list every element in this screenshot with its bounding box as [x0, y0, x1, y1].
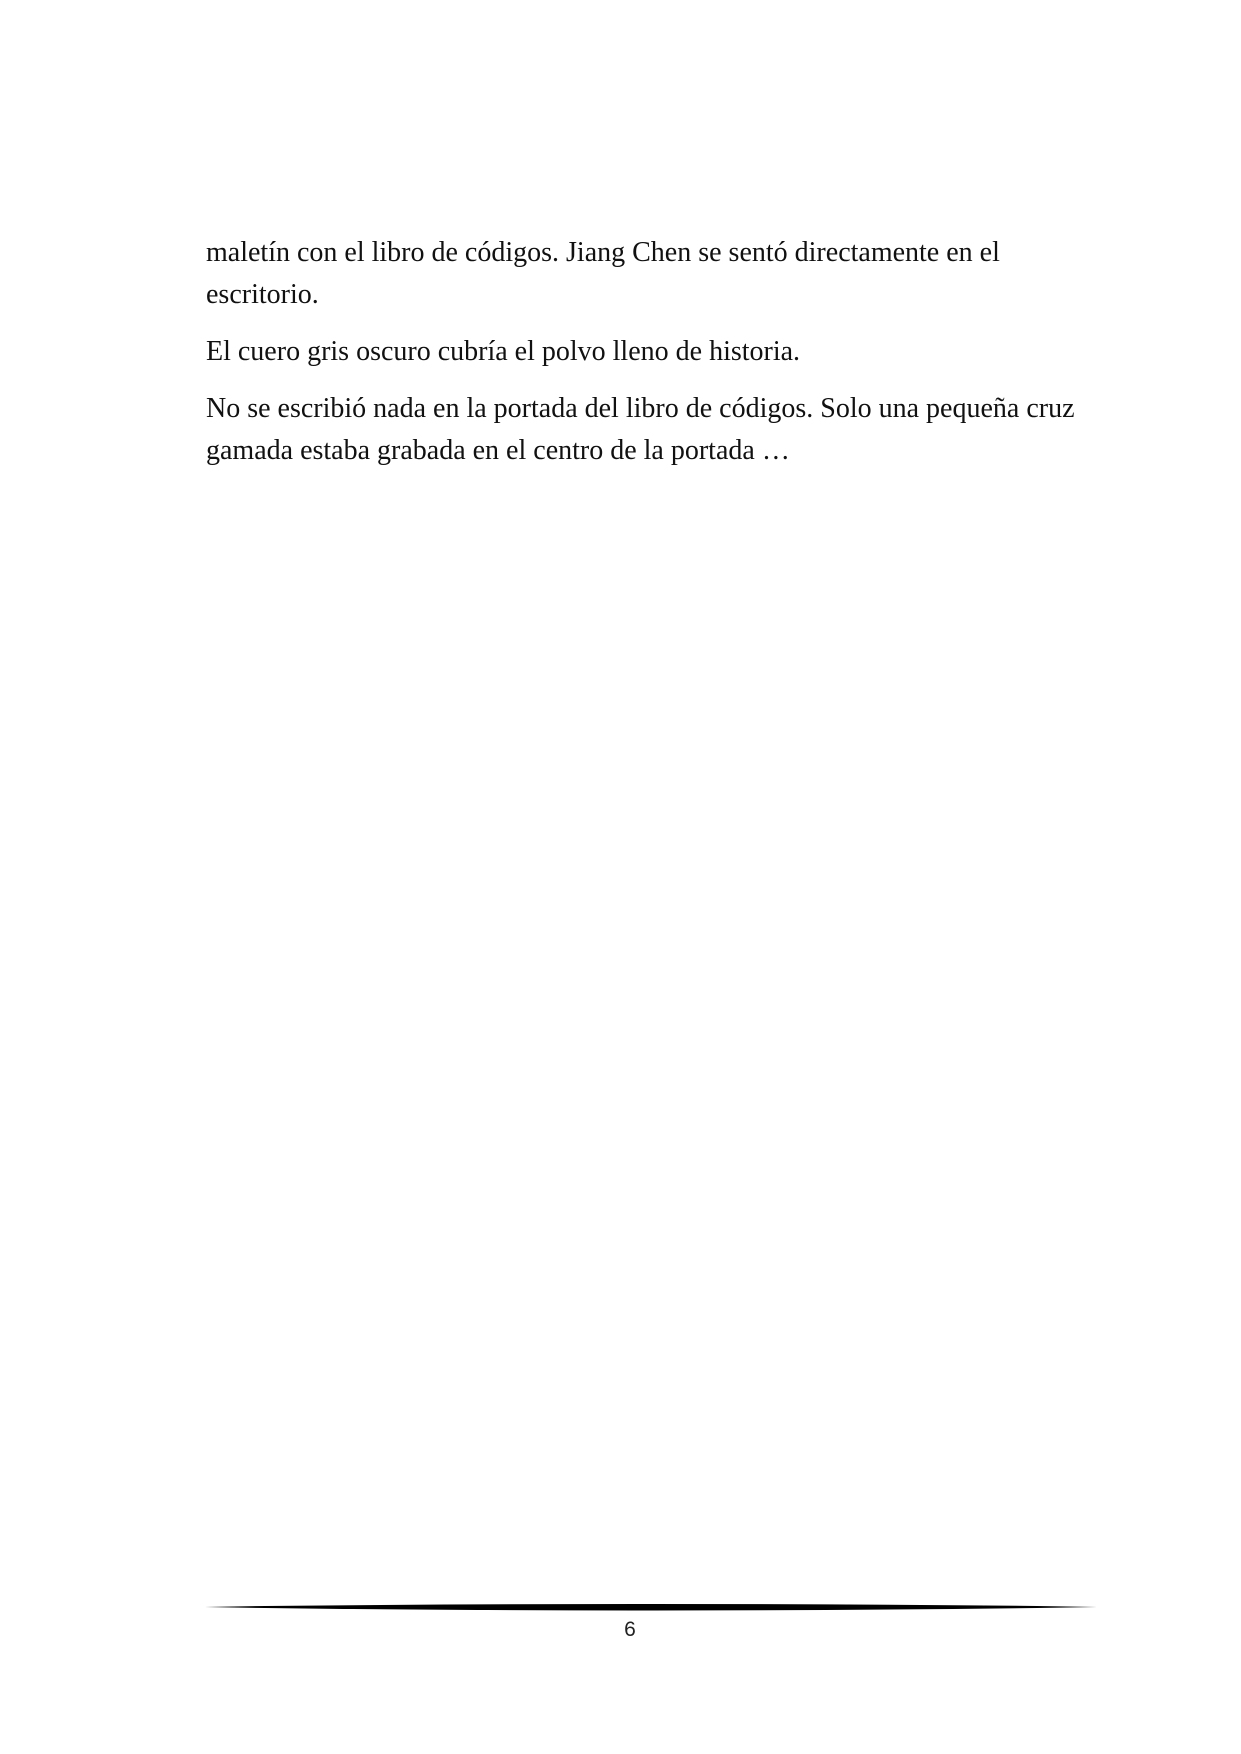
- page-number: 6: [624, 1618, 636, 1641]
- footer-divider-swash: [205, 1604, 1097, 1611]
- paragraph-2: El cuero gris oscuro cubría el polvo lleno de historia.: [206, 336, 801, 367]
- footer-divider: [205, 1600, 1097, 1614]
- body-text: [206, 232, 1086, 487]
- paragraph-3: No se escribió nada en la portada del libro de códigos. Solo una pequeña cruz gamada estaba grabada en el centro de la portada …: [206, 393, 1075, 466]
- paragraph-1: maletín con el libro de códigos. Jiang Chen se sentó directamente en el escritorio.: [206, 237, 1000, 310]
